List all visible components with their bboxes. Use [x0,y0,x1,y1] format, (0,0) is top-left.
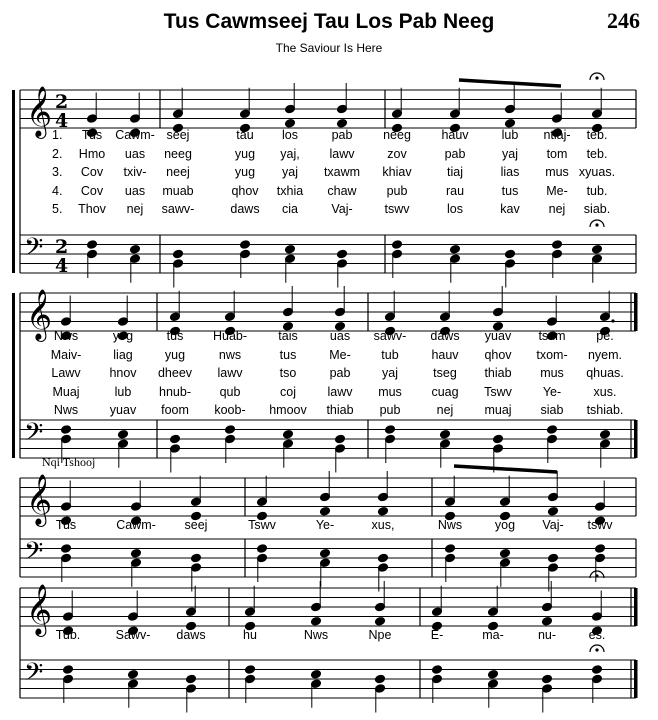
lyric-syllable: qhov [484,347,512,362]
lyric-syllable: yaj, [280,146,300,161]
lyric-syllable: Lawv [51,366,81,380]
lyric-syllable: liag [113,347,133,362]
treble-clef: 𝄞 [26,584,53,635]
lyric-syllable: lub [114,384,132,399]
lyric-syllable: kav [500,202,520,216]
note-head [173,249,184,259]
bass-clef: 𝄢 [24,537,44,572]
note-head [335,434,346,444]
lyric-syllable: sawv- [373,329,407,343]
lyric-syllable: nyem. [587,347,623,362]
lyric-syllable: tus [166,329,184,343]
verse-number: 1. [52,128,63,142]
treble-clef: 𝄞 [26,289,53,340]
final-barline-thick [634,293,638,331]
lyric-syllable: tub [381,347,399,362]
note-head [285,118,296,128]
note-head [592,665,603,675]
lyric-syllable: nws [218,347,242,362]
lyric-syllable: yaj [502,146,518,161]
time-signature-top: 2 [55,236,69,258]
lyric-syllable: Cawm- [115,128,155,142]
system-bracket [12,293,15,458]
lyric-syllable: mus [378,384,402,399]
lyric-syllable: yuav [484,329,512,343]
final-barline-thick [634,588,638,626]
lyric-syllable: neeg [383,128,411,142]
time-signature-bottom: 4 [55,255,69,277]
treble-clef: 𝄞 [26,86,53,137]
hymn-title: Tus Cawmseej Tau Los Pab Neeg [163,10,495,33]
lyric-syllable: yog [494,518,516,532]
lyric-syllable: es. [588,628,606,642]
note-head [320,548,331,558]
lyric-syllable: tus [501,183,519,198]
lyric-syllable: Muaj [52,384,80,399]
note-head [500,548,511,558]
lyric-syllable: Npe [368,628,392,642]
lyric-syllable: zov [387,146,407,161]
lyric-syllable: pub [386,183,408,198]
lyric-syllable: mus [540,366,564,380]
lyric-syllable: Nws [303,628,329,642]
lyric-syllable: neeg [164,146,192,161]
lyric-syllable: thiab [484,366,512,380]
lyric-syllable: muaj [484,403,512,417]
lyric-syllable: lawv [329,146,355,161]
lyric-syllable: cuag [431,384,459,399]
verse-number: 4. [52,183,63,198]
lyric-syllable: Nws [53,403,79,417]
note-head [392,240,403,250]
lyric-syllable: E- [430,628,444,642]
dot [611,319,614,322]
lyric-syllable: tswv [587,518,613,532]
lyric-syllable: Huab- [212,329,248,343]
note-head [542,616,553,626]
lyric-syllable: tswv [384,202,410,216]
lyric-syllable: seej [184,518,208,532]
note-head [592,244,603,254]
lyric-syllable: sawv- [161,202,195,216]
lyric-syllable: nej [436,403,454,417]
lyric-syllable: teb. [586,146,608,161]
lyric-syllable: uas [124,183,146,198]
lyric-syllable: uas [124,146,146,161]
note-head [186,674,197,684]
lyric-syllable: Me- [546,183,568,198]
note-head [600,429,611,439]
lyric-syllable: qhov [231,183,259,198]
lyric-syllable: foom [161,403,189,417]
lyric-syllable: nej [126,202,144,216]
lyric-syllable: rau [445,183,465,198]
lyric-syllable: tsum [538,329,566,343]
lyric-syllable: thiab [326,403,354,417]
lyric-syllable: tub. [586,183,608,198]
treble-clef: 𝄞 [26,474,53,525]
note-head [285,244,296,254]
lyric-syllable: tseg [433,366,457,380]
lyric-syllable: xyuas. [578,165,616,179]
lyric-syllable: tom [546,146,568,161]
fermata-dot [595,574,598,577]
lyric-syllable: Tswv [248,518,276,532]
lyric-syllable: txawm [323,165,361,179]
lyric-syllable: Thov [78,202,106,216]
lyric-syllable: tiaj [447,165,463,179]
lyric-syllable: daws [430,329,460,343]
lyric-syllable: teb. [586,128,608,142]
lyric-syllable: lub [501,128,519,142]
lyric-syllable: Me- [329,347,351,362]
lyric-syllable: pe. [596,329,614,343]
note-head [257,544,268,554]
beam [454,466,557,472]
lyric-syllable: cia [282,202,298,216]
note-head [375,616,386,626]
lyric-syllable: lias [500,165,520,179]
refrain-label: Nqi Tshooj [42,455,96,469]
lyric-syllable: Tub. [55,628,81,642]
bass-clef: 𝄢 [24,233,44,268]
note-head [311,616,322,626]
verse-number: 5. [52,202,63,216]
beam [459,80,561,86]
lyric-syllable: coj [280,384,296,399]
note-head [225,425,236,435]
fermata-dot [595,223,598,226]
lyric-syllable: hmoov [269,403,307,417]
lyric-syllable: yug [164,347,186,362]
final-barline-thick [634,420,638,458]
lyric-syllable: qhuas. [586,366,624,380]
lyric-syllable: ntiaj- [543,128,571,142]
note-head [118,429,129,439]
lyric-syllable: hauv [431,347,459,362]
time-signature-top: 2 [55,91,69,113]
lyric-syllable: ma- [482,628,504,642]
note-head [311,669,322,679]
lyric-syllable: hu [243,628,257,642]
lyric-syllable: pab [331,128,353,142]
lyric-syllable: Tus [55,518,77,532]
note-head [170,434,181,444]
lyric-syllable: nej [548,202,566,216]
lyric-syllable: muab [162,183,194,198]
lyric-syllable: seej [166,128,190,142]
lyric-syllable: pab [444,146,466,161]
bass-clef: 𝄢 [24,658,44,693]
lyric-syllable: txom- [536,347,568,362]
lyric-syllable: lawv [217,366,243,380]
bass-clef: 𝄢 [24,418,44,453]
note-head [542,674,553,684]
lyric-syllable: Maiv- [50,347,82,362]
lyric-syllable: tais [278,329,298,343]
lyric-syllable: siab [540,403,564,417]
lyric-syllable: daws [176,628,206,642]
lyric-syllable: Tswv [484,384,512,399]
lyric-syllable: Ye- [315,518,335,532]
note-head [505,249,516,259]
note-head [505,118,516,128]
lyric-syllable: khiav [382,165,412,179]
system-bracket [12,90,15,273]
note-head [87,240,98,250]
hymn-subtitle: The Saviour Is Here [275,41,383,55]
lyric-syllable: Vaj- [331,202,353,216]
lyric-syllable: nu- [537,628,557,642]
note-head [552,240,563,250]
note-head [547,425,558,435]
lyric-syllable: xus. [593,384,617,399]
lyric-syllable: Cawm- [116,518,156,532]
lyric-syllable: yuav [109,403,137,417]
lyric-syllable: Cov [80,183,104,198]
note-head [450,244,461,254]
lyric-syllable: pub [379,403,401,417]
note-head [131,548,142,558]
lyric-syllable: Ye- [542,384,562,399]
note-head [595,544,606,554]
lyric-syllable: uas [329,329,351,343]
lyric-syllable: tshiab. [586,403,624,417]
verse-number: 2. [52,146,63,161]
lyric-syllable: dheev [157,366,193,380]
note-head [130,244,141,254]
lyric-syllable: koob- [214,403,246,417]
note-head [283,429,294,439]
lyric-syllable: tso [279,366,297,380]
note-head [493,434,504,444]
note-head [548,506,559,516]
note-head [385,425,396,435]
lyric-syllable: hnub- [159,384,191,399]
lyric-syllable: tus [279,347,297,362]
fermata-dot [595,76,598,79]
lyric-syllable: yug [234,146,256,161]
lyric-syllable: los [282,128,298,142]
lyric-syllable: Cov [80,165,104,179]
lyric-syllable: yaj [282,165,298,179]
fermata-dot [595,648,598,651]
lyric-syllable: mus [545,165,569,179]
lyric-syllable: tau [236,128,254,142]
lyric-syllable: daws [230,202,260,216]
note-head [445,544,456,554]
lyric-syllable: neej [166,165,190,179]
lyric-syllable: Tus [81,128,103,142]
lyric-syllable: lawv [327,384,353,399]
note-head [378,553,389,563]
lyric-syllable: Sawv- [115,628,151,642]
note-head [245,665,256,675]
note-head [320,506,331,516]
lyric-syllable: txhia [276,183,304,198]
final-barline-thick [634,660,638,698]
lyric-syllable: Nws [437,518,463,532]
verse-number: 3. [52,165,63,179]
lyric-syllable: Hmo [78,146,106,161]
note-head [375,674,386,684]
lyric-syllable: siab. [583,202,611,216]
lyric-syllable: chaw [327,183,357,198]
note-head [128,669,139,679]
lyric-syllable: txiv- [123,165,147,179]
note-head [488,669,499,679]
lyric-syllable: hauv [441,128,469,142]
lyric-syllable: Vaj- [542,518,564,532]
note-head [548,553,559,563]
note-head [61,544,72,554]
note-head [191,553,202,563]
note-head [440,429,451,439]
lyric-syllable: yug [234,165,256,179]
lyric-syllable: pab [329,366,351,380]
note-head [240,240,251,250]
lyric-syllable: los [447,202,463,216]
note-head [337,249,348,259]
hymn-number: 246 [607,8,640,33]
note-head [63,665,74,675]
lyric-syllable: qub [219,384,241,399]
time-signature-bottom: 4 [55,110,69,132]
note-head [432,665,443,675]
lyric-syllable: xus, [371,518,395,532]
lyric-syllable: yaj [382,366,398,380]
lyric-syllable: hnov [109,366,137,380]
lyric-syllable: yog [112,329,134,343]
note-head [337,118,348,128]
lyric-syllable: Nws [53,329,79,343]
note-head [378,506,389,516]
note-head [61,425,72,435]
